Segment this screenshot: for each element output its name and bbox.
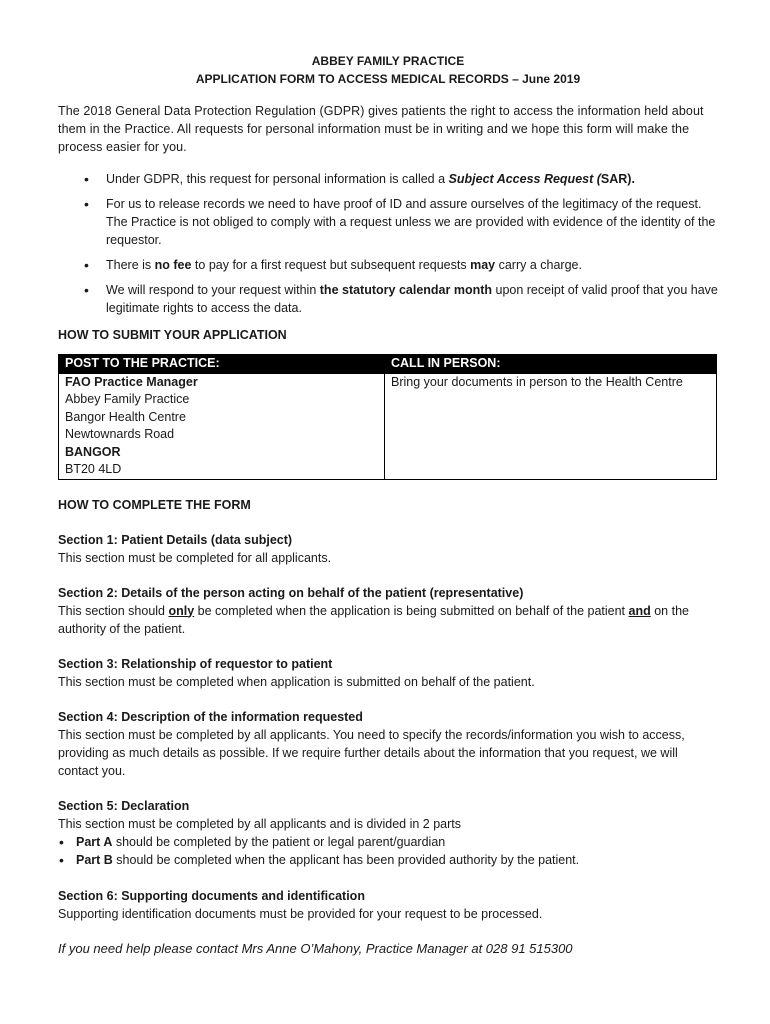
- bullet-fee: [58, 256, 718, 274]
- part-b-text: should be completed when the applicant has been provided authority by the patient.: [112, 852, 580, 867]
- section-2-text-3: on the authority of the patient.: [58, 603, 689, 636]
- section-3-title: Section 3: Relationship of requestor to patient: [58, 656, 333, 671]
- post-column-header: POST TO THE PRACTICE:: [59, 355, 385, 374]
- bullet-fee-text-1: There is: [106, 258, 155, 272]
- in-person-column-header: CALL IN PERSON:: [385, 355, 717, 374]
- bullet-fee-text-2: to pay for a first request but subsequent requests: [191, 258, 471, 272]
- form-title: [58, 70, 718, 88]
- part-b-item: [58, 851, 718, 869]
- section-5-body: This section must be completed by all applicants and is divided in 2 parts: [58, 816, 461, 831]
- in-person-cell: [385, 373, 717, 479]
- section-4-description: [58, 708, 718, 780]
- form-date: June 2019: [522, 72, 581, 86]
- bullet-fee-text-3: carry a charge.: [495, 258, 582, 272]
- address-line-6: BT20 4LD: [65, 462, 122, 476]
- section-3-body: This section must be completed when application is submitted on behalf of the patient.: [58, 674, 535, 689]
- address-line-4: Newtownards Road: [65, 427, 175, 441]
- part-b-label: Part B: [76, 852, 113, 867]
- form-title-text: APPLICATION FORM TO ACCESS MEDICAL RECORDS: [195, 72, 509, 86]
- statutory-month-emphasis: the statutory calendar month: [319, 283, 493, 297]
- section-2-title: Section 2: Details of the person acting on behalf of the patient (representative): [58, 585, 524, 600]
- part-a-label: Part A: [76, 834, 113, 849]
- submit-table-header-row: [59, 355, 717, 374]
- may-emphasis: may: [470, 258, 496, 272]
- section-4-title: Section 4: Description of the information requested: [58, 709, 363, 724]
- postal-address-cell: [59, 373, 385, 479]
- info-bullet-list: [58, 170, 718, 317]
- section-2-body: [58, 602, 718, 638]
- sar-abbrev: SAR).: [600, 172, 635, 186]
- only-emphasis: only: [168, 603, 195, 618]
- sar-term: Subject Access Request (: [448, 172, 601, 186]
- address-line-3: Bangor Health Centre: [65, 409, 186, 424]
- address-line-2: Abbey Family Practice: [65, 392, 190, 406]
- bullet-response-text-2: upon receipt of valid proof that you have legitimate rights to access the data.: [106, 283, 718, 315]
- submit-heading: HOW TO SUBMIT YOUR APPLICATION: [58, 328, 287, 342]
- bullet-response-time: [58, 281, 718, 317]
- section-2-text-2: be completed when the application is being submitted on behalf of the patient: [194, 603, 629, 618]
- section-5-title: Section 5: Declaration: [58, 798, 190, 813]
- section-2-description: [58, 584, 718, 638]
- section-3-description: [58, 655, 718, 691]
- section-6-title: Section 6: Supporting documents and identification: [58, 888, 365, 903]
- complete-heading: HOW TO COMPLETE THE FORM: [58, 497, 251, 512]
- part-a-text: should be completed by the patient or legal parent/guardian: [112, 834, 446, 849]
- section-5-description: [58, 797, 718, 869]
- in-person-text: Bring your documents in person to the Health Centre: [391, 374, 683, 389]
- submit-methods-table: [58, 354, 717, 480]
- contact-note: If you need help please contact Mrs Anne O’Mahony, Practice Manager at 028 91 515300: [58, 940, 573, 956]
- section-6-body: Supporting identification documents must be provided for your request to be processed.: [58, 906, 543, 921]
- section-1-description: [58, 531, 718, 567]
- bullet-response-text-1: We will respond to your request within: [106, 283, 320, 297]
- form-title-separator: –: [508, 72, 523, 86]
- part-a-item: [58, 833, 718, 851]
- section-6-description: [58, 887, 718, 923]
- submit-table-body-row: [59, 373, 717, 479]
- practice-name: ABBEY FAMILY PRACTICE: [311, 54, 465, 68]
- bullet-sar-text: Under GDPR, this request for personal information is called a: [106, 172, 449, 186]
- declaration-parts-list: [58, 833, 718, 869]
- section-4-body: This section must be completed by all applicants. You need to specify the records/information you wish to access, providing as much details as possible. If we require further details about the information that you request, we will contact you.: [58, 727, 685, 778]
- bullet-proof-of-id: • For us to release records we need to have proof of ID and assure ourselves of the legitimacy of the request. The Practice is not obliged to comply with a request unless we are provided with evidence of the identity of the requestor.: [58, 195, 718, 249]
- section-2-text-1: This section should: [58, 603, 169, 618]
- bullet-sar: [58, 170, 718, 188]
- document-page: [58, 52, 718, 958]
- section-1-title: Section 1: Patient Details (data subject): [58, 532, 293, 547]
- intro-paragraph: The 2018 General Data Protection Regulation (GDPR) gives patients the right to access the information held about them in the Practice. All requests for personal information must be in writing and we hope this form will make the process easier for you.: [58, 104, 704, 154]
- section-1-body: This section must be completed for all applicants.: [58, 550, 332, 565]
- no-fee-emphasis: no fee: [154, 258, 192, 272]
- and-emphasis: and: [628, 603, 651, 618]
- address-line-5: BANGOR: [65, 444, 121, 459]
- address-line-1: FAO Practice Manager: [65, 374, 198, 389]
